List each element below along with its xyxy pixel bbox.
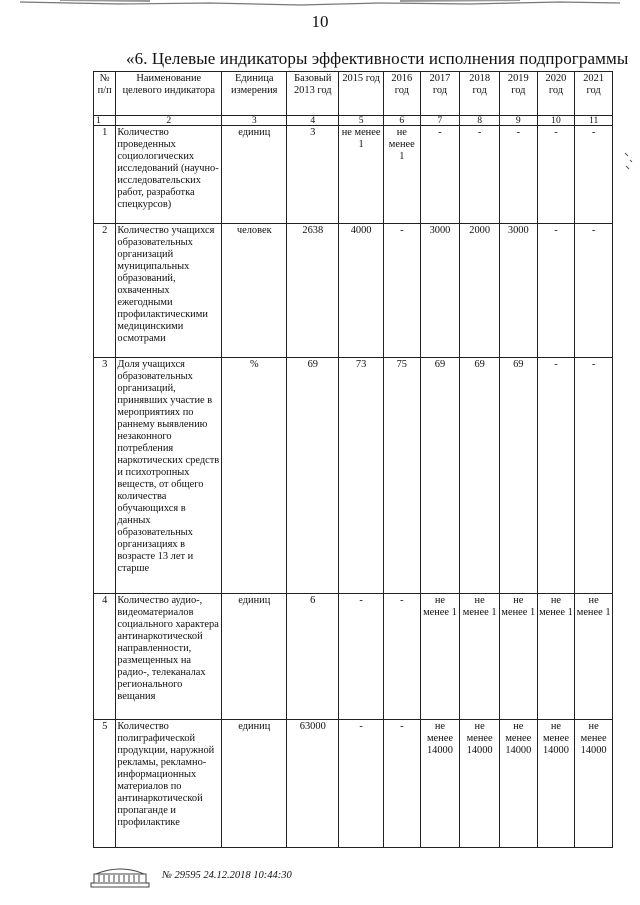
value-2017: не менее 14000 [420,720,460,848]
value-2019: 3000 [499,224,537,358]
value-2020: не менее 14000 [537,720,575,848]
value-2020: - [537,126,575,224]
column-number: 5 [339,116,384,126]
table-row [94,594,613,720]
column-number: 11 [575,116,613,126]
scan-top-edge [0,0,640,10]
value-2016: - [383,594,420,720]
unit-cell: единиц [222,720,287,848]
table-row [94,720,613,848]
table-row [94,126,613,224]
value-2019: не менее 1 [499,594,537,720]
value-2017: 69 [420,358,460,594]
value-2016: 75 [383,358,420,594]
indicator-name: Доля учащихся образовательных организаций, принявших участие в мероприятиях по раннему выявлению незаконного потребления наркотических средств и психотропных веществ, от общего количества обучающихся в данных образовательных организациях в возрасте 13 лет и старше [116,358,222,594]
column-number: 7 [420,116,460,126]
value-2019: не менее 14000 [499,720,537,848]
value-2015: - [339,720,384,848]
value-2015: не менее 1 [339,126,384,224]
column-number: 2 [116,116,222,126]
value-2020: не менее 1 [537,594,575,720]
header-cell: Наименование целевого индикатора [116,72,222,116]
scan-speck [622,150,636,172]
value-2019: - [499,126,537,224]
value-2020: - [537,224,575,358]
value-2018: не менее 14000 [460,720,500,848]
value-2021: - [575,126,613,224]
table-row [94,224,613,358]
row-number: 5 [94,720,116,848]
unit-cell: % [222,358,287,594]
column-number: 10 [537,116,575,126]
column-number: 9 [499,116,537,126]
header-cell: Единица измерения [222,72,287,116]
indicator-name: Количество аудио-, видеоматериалов социального характера антинаркотической направленности, размещенных на радио-, телеканалах регионального вещания [116,594,222,720]
unit-cell: человек [222,224,287,358]
unit-cell: единиц [222,594,287,720]
header-cell: № п/п [94,72,116,116]
header-cell: 2017 год [420,72,460,116]
header-cell: 2020 год [537,72,575,116]
column-number: 4 [287,116,339,126]
header-row [94,72,613,116]
value-2018: 69 [460,358,500,594]
value-2021: не менее 1 [575,594,613,720]
row-number: 2 [94,224,116,358]
value-2017: не менее 1 [420,594,460,720]
building-logo-icon [88,866,152,888]
value-2021: - [575,358,613,594]
value-2016: - [383,720,420,848]
value-2016: - [383,224,420,358]
base-value-cell: 2638 [287,224,339,358]
value-2021: - [575,224,613,358]
base-value-cell: 63000 [287,720,339,848]
value-2021: не менее 14000 [575,720,613,848]
value-2019: 69 [499,358,537,594]
value-2017: - [420,126,460,224]
indicator-name: Количество учащихся образовательных организаций муниципальных образований, охваченных ежегодными профилактическими медицинскими осмотрами [116,224,222,358]
indicator-name: Количество проведенных социологических исследований (научно-исследовательских работ, разработка спецкурсов) [116,126,222,224]
value-2020: - [537,358,575,594]
base-value-cell: 3 [287,126,339,224]
unit-cell: единиц [222,126,287,224]
value-2016: не менее 1 [383,126,420,224]
row-number: 3 [94,358,116,594]
column-number: 8 [460,116,500,126]
indicator-name: Количество полиграфической продукции, наружной рекламы, рекламно-информационных материалов по антинаркотической пропаганде и профилактике [116,720,222,848]
indicators-table [93,71,613,848]
value-2015: - [339,594,384,720]
header-cell: Базовый 2013 год [287,72,339,116]
value-2015: 73 [339,358,384,594]
table-row [94,358,613,594]
header-cell: 2018 год [460,72,500,116]
header-cell: 2021 год [575,72,613,116]
column-number: 3 [222,116,287,126]
row-number: 1 [94,126,116,224]
base-value-cell: 69 [287,358,339,594]
header-cell: 2015 год [339,72,384,116]
page-number: 10 [311,12,329,31]
value-2017: 3000 [420,224,460,358]
column-number-row [94,116,613,126]
value-2018: - [460,126,500,224]
value-2018: 2000 [460,224,500,358]
document-registration-info: № 29595 24.12.2018 10:44:30 [162,870,292,881]
value-2018: не менее 1 [460,594,500,720]
header-cell: 2019 год [499,72,537,116]
page-title: «6. Целевые индикаторы эффективности исполнения подпрограммы [126,49,629,68]
column-number: 1 [94,116,116,126]
base-value-cell: 6 [287,594,339,720]
row-number: 4 [94,594,116,720]
header-cell: 2016 год [383,72,420,116]
column-number: 6 [383,116,420,126]
value-2015: 4000 [339,224,384,358]
